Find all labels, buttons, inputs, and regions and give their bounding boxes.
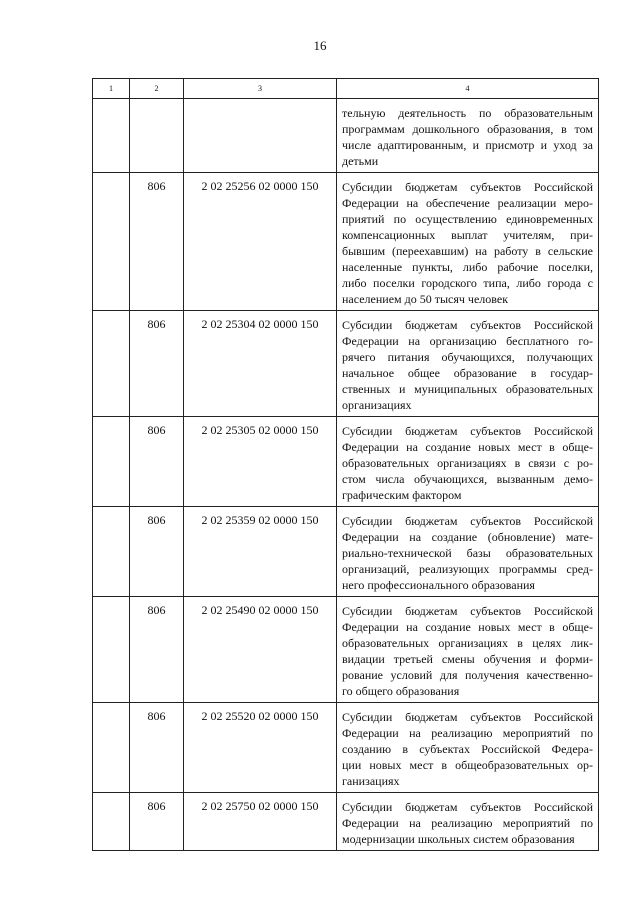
description-line: либо поселки городского типа, либо города с [342,276,593,290]
admin-code-cell: 806 [130,417,184,507]
description-line: приятий по осуществлению единовременных [342,212,593,226]
description-line: Федерации на организацию бесплатного го- [342,334,593,348]
description-line: ции новых мест в общеобразовательных ор- [342,758,593,772]
description-line: созданию в субъектах Российской Федера- [342,742,593,756]
budget-classification-table [92,78,599,851]
description-line: ственных и муниципальных образовательных [342,382,593,396]
empty-cell [93,417,130,507]
description-cell [337,507,599,597]
description-cell [337,99,599,173]
table-row [93,793,599,851]
description-line: рование условий для получения качественно- [342,668,593,682]
description-line: образовательных организациях в связи с ро- [342,456,593,470]
table-row [93,703,599,793]
empty-cell [130,99,184,173]
description-cell [337,703,599,793]
kbk-code-cell: 2 02 25520 02 0000 150 [184,703,337,793]
empty-cell [184,99,337,173]
description-cell [337,597,599,703]
description-line: Федерации на обеспечение реализации меро- [342,196,593,210]
table-row [93,311,599,417]
description-line: Субсидии бюджетам субъектов Российской [342,424,593,438]
description-line: стом числа обучающихся, вызванным демо- [342,472,593,486]
description-line: Субсидии бюджетам субъектов Российской [342,800,593,814]
description-line: компенсационных выплат учителям, при- [342,228,593,242]
description-line: населением до 50 тысяч человек [342,292,509,306]
description-cell [337,173,599,311]
description-line: риально-технической базы образовательных [342,546,593,560]
description-line: организациях [342,398,412,412]
header-col-4: 4 [337,79,599,99]
header-col-2: 2 [130,79,184,99]
description-line: ганизациях [342,774,400,788]
admin-code-cell: 806 [130,173,184,311]
description-line: го общего образования [342,684,460,698]
table-header-row [93,79,599,99]
description-line: населенные пункты, либо рабочие поселки, [342,260,593,274]
description-line: образовательных организациях в целях лик- [342,636,593,650]
description-line: Субсидии бюджетам субъектов Российской [342,604,593,618]
table-row [93,173,599,311]
table-row [93,417,599,507]
description-cell [337,311,599,417]
description-line: графическим фактором [342,488,462,502]
kbk-code-cell: 2 02 25304 02 0000 150 [184,311,337,417]
kbk-code-cell: 2 02 25305 02 0000 150 [184,417,337,507]
description-line: программам дошкольного образования, в том [342,122,593,136]
header-col-1: 1 [93,79,130,99]
page-number: 16 [313,38,327,53]
kbk-code-cell: 2 02 25256 02 0000 150 [184,173,337,311]
description-line: видации третьей смены обучения и форми- [342,652,593,666]
admin-code-cell: 806 [130,311,184,417]
admin-code-cell: 806 [130,507,184,597]
description-cell [337,793,599,851]
kbk-code-cell: 2 02 25750 02 0000 150 [184,793,337,851]
description-line: Федерации на создание новых мест в обще- [342,620,593,634]
empty-cell [93,597,130,703]
description-line: бывшим (переехавшим) на работу в сельские [342,244,593,258]
kbk-code-cell: 2 02 25359 02 0000 150 [184,507,337,597]
description-line: Субсидии бюджетам субъектов Российской [342,514,593,528]
description-line: тельную деятельность по образовательным [342,106,593,120]
table-row [93,507,599,597]
admin-code-cell: 806 [130,597,184,703]
description-line: детьми [342,154,379,168]
description-line: Федерации на создание новых мест в обще- [342,440,593,454]
description-line: Федерации на создание (обновление) мате- [342,530,593,544]
description-line: рячего питания обучающихся, получающих [342,350,593,364]
empty-cell [93,311,130,417]
empty-cell [93,793,130,851]
continuation-row [93,99,599,173]
description-cell [337,417,599,507]
description-line: модернизации школьных систем образования [342,832,575,846]
description-line: Субсидии бюджетам субъектов Российской [342,710,593,724]
empty-cell [93,703,130,793]
description-line: Субсидии бюджетам субъектов Российской [342,318,593,332]
description-line: организаций, реализующих программы сред- [342,562,593,576]
kbk-code-cell: 2 02 25490 02 0000 150 [184,597,337,703]
admin-code-cell: 806 [130,703,184,793]
description-line: него профессионального образования [342,578,535,592]
description-line: числе адаптированным, и присмотр и уход за [342,138,593,152]
description-line: Субсидии бюджетам субъектов Российской [342,180,593,194]
description-line: Федерации на реализацию мероприятий по [342,816,593,830]
admin-code-cell: 806 [130,793,184,851]
empty-cell [93,173,130,311]
empty-cell [93,507,130,597]
empty-cell [93,99,130,173]
header-col-3: 3 [184,79,337,99]
description-line: начальное общее образование в государ- [342,366,593,380]
description-line: Федерации на реализацию мероприятий по [342,726,593,740]
table-row [93,597,599,703]
